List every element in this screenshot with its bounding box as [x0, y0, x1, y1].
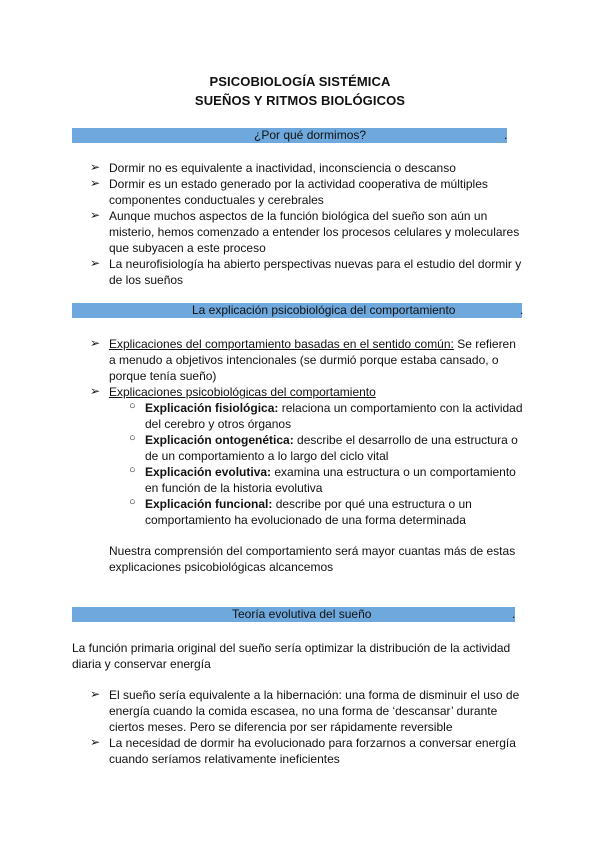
- arrow-bullet-icon: ➢: [90, 384, 101, 398]
- arrow-bullet-icon: ➢: [90, 176, 101, 190]
- arrow-bullet-icon: ➢: [90, 256, 101, 270]
- arrow-bullet-icon: ➢: [90, 687, 101, 701]
- list-item: Aunque muchos aspectos de la función biológica del sueño son aún un misterio, hemos comenzado a entender los procesos celulares y moleculares que subyacen a este proceso: [109, 209, 520, 255]
- list-item: Dormir no es equivalente a inactividad, inconsciencia o descanso: [109, 161, 456, 175]
- heading-dot: .: [504, 128, 508, 142]
- section-heading-bar: [72, 128, 507, 143]
- sub-list-item: Explicación evolutiva: examina una estructura o un comportamiento en función de la historia evolutiva: [145, 465, 516, 495]
- circle-bullet-icon: ○: [129, 496, 136, 508]
- sub-list-item: Explicación funcional: describe por qué una estructura o un comportamiento ha evolucionado de una forma determinada: [145, 497, 472, 527]
- closing-paragraph: Nuestra comprensión del comportamiento será mayor cuantas más de estas explicaciones psicobiológicas alcancemos: [109, 544, 516, 574]
- intro-paragraph: La función primaria original del sueño sería optimizar la distribución de la actividad diaria y conservar energía: [72, 641, 511, 671]
- document-subtitle: SUEÑOS Y RITMOS BIOLÓGICOS: [194, 93, 406, 108]
- arrow-bullet-icon: ➢: [90, 208, 101, 222]
- section-heading-bar: [72, 607, 515, 622]
- list-item: Dormir es un estado generado por la actividad cooperativa de múltiples componentes conductuales y cerebrales: [109, 177, 488, 207]
- section-heading: Teoría evolutiva del sueño: [232, 607, 372, 621]
- list-item: La necesidad de dormir ha evolucionado para forzarnos a conversar energía cuando seríamos relativamente ineficientes: [109, 736, 516, 766]
- circle-bullet-icon: ○: [129, 400, 136, 412]
- document-title: PSICOBIOLOGÍA SISTÉMICA: [209, 74, 391, 89]
- list-item: Explicaciones del comportamiento basadas en el sentido común: Se refieren a menudo a objetivos intencionales (se durmió porque estaba cansado, o porque tenía sueño): [109, 337, 516, 383]
- list-item: La neurofisiología ha abierto perspectivas nuevas para el estudio del dormir y de los sueños: [109, 257, 522, 287]
- heading-dot: .: [512, 607, 516, 621]
- list-item: Explicaciones psicobiológicas del comportamiento: [109, 385, 376, 399]
- section-heading: ¿Por qué dormimos?: [254, 128, 367, 142]
- sub-list-item: Explicación ontogenética: describe el desarrollo de una estructura o de un comportamiento a lo largo del ciclo vital: [145, 433, 518, 463]
- circle-bullet-icon: ○: [129, 464, 136, 476]
- arrow-bullet-icon: ➢: [90, 735, 101, 749]
- heading-dot: .: [520, 303, 524, 317]
- sub-list-item: Explicación fisiológica: relaciona un comportamiento con la actividad del cerebro y otros órganos: [145, 401, 523, 431]
- section-heading-bar: [72, 303, 522, 318]
- arrow-bullet-icon: ➢: [90, 160, 101, 174]
- list-item: El sueño sería equivalente a la hibernación: una forma de disminuir el uso de energía cuando la comida escasea, no una forma de ‘descansar’ durante ciertos meses. Pero se diferencia por ser rápidamente reversible: [109, 688, 520, 734]
- arrow-bullet-icon: ➢: [90, 336, 101, 350]
- circle-bullet-icon: ○: [129, 432, 136, 444]
- section-heading: La explicación psicobiológica del comportamiento: [192, 303, 456, 317]
